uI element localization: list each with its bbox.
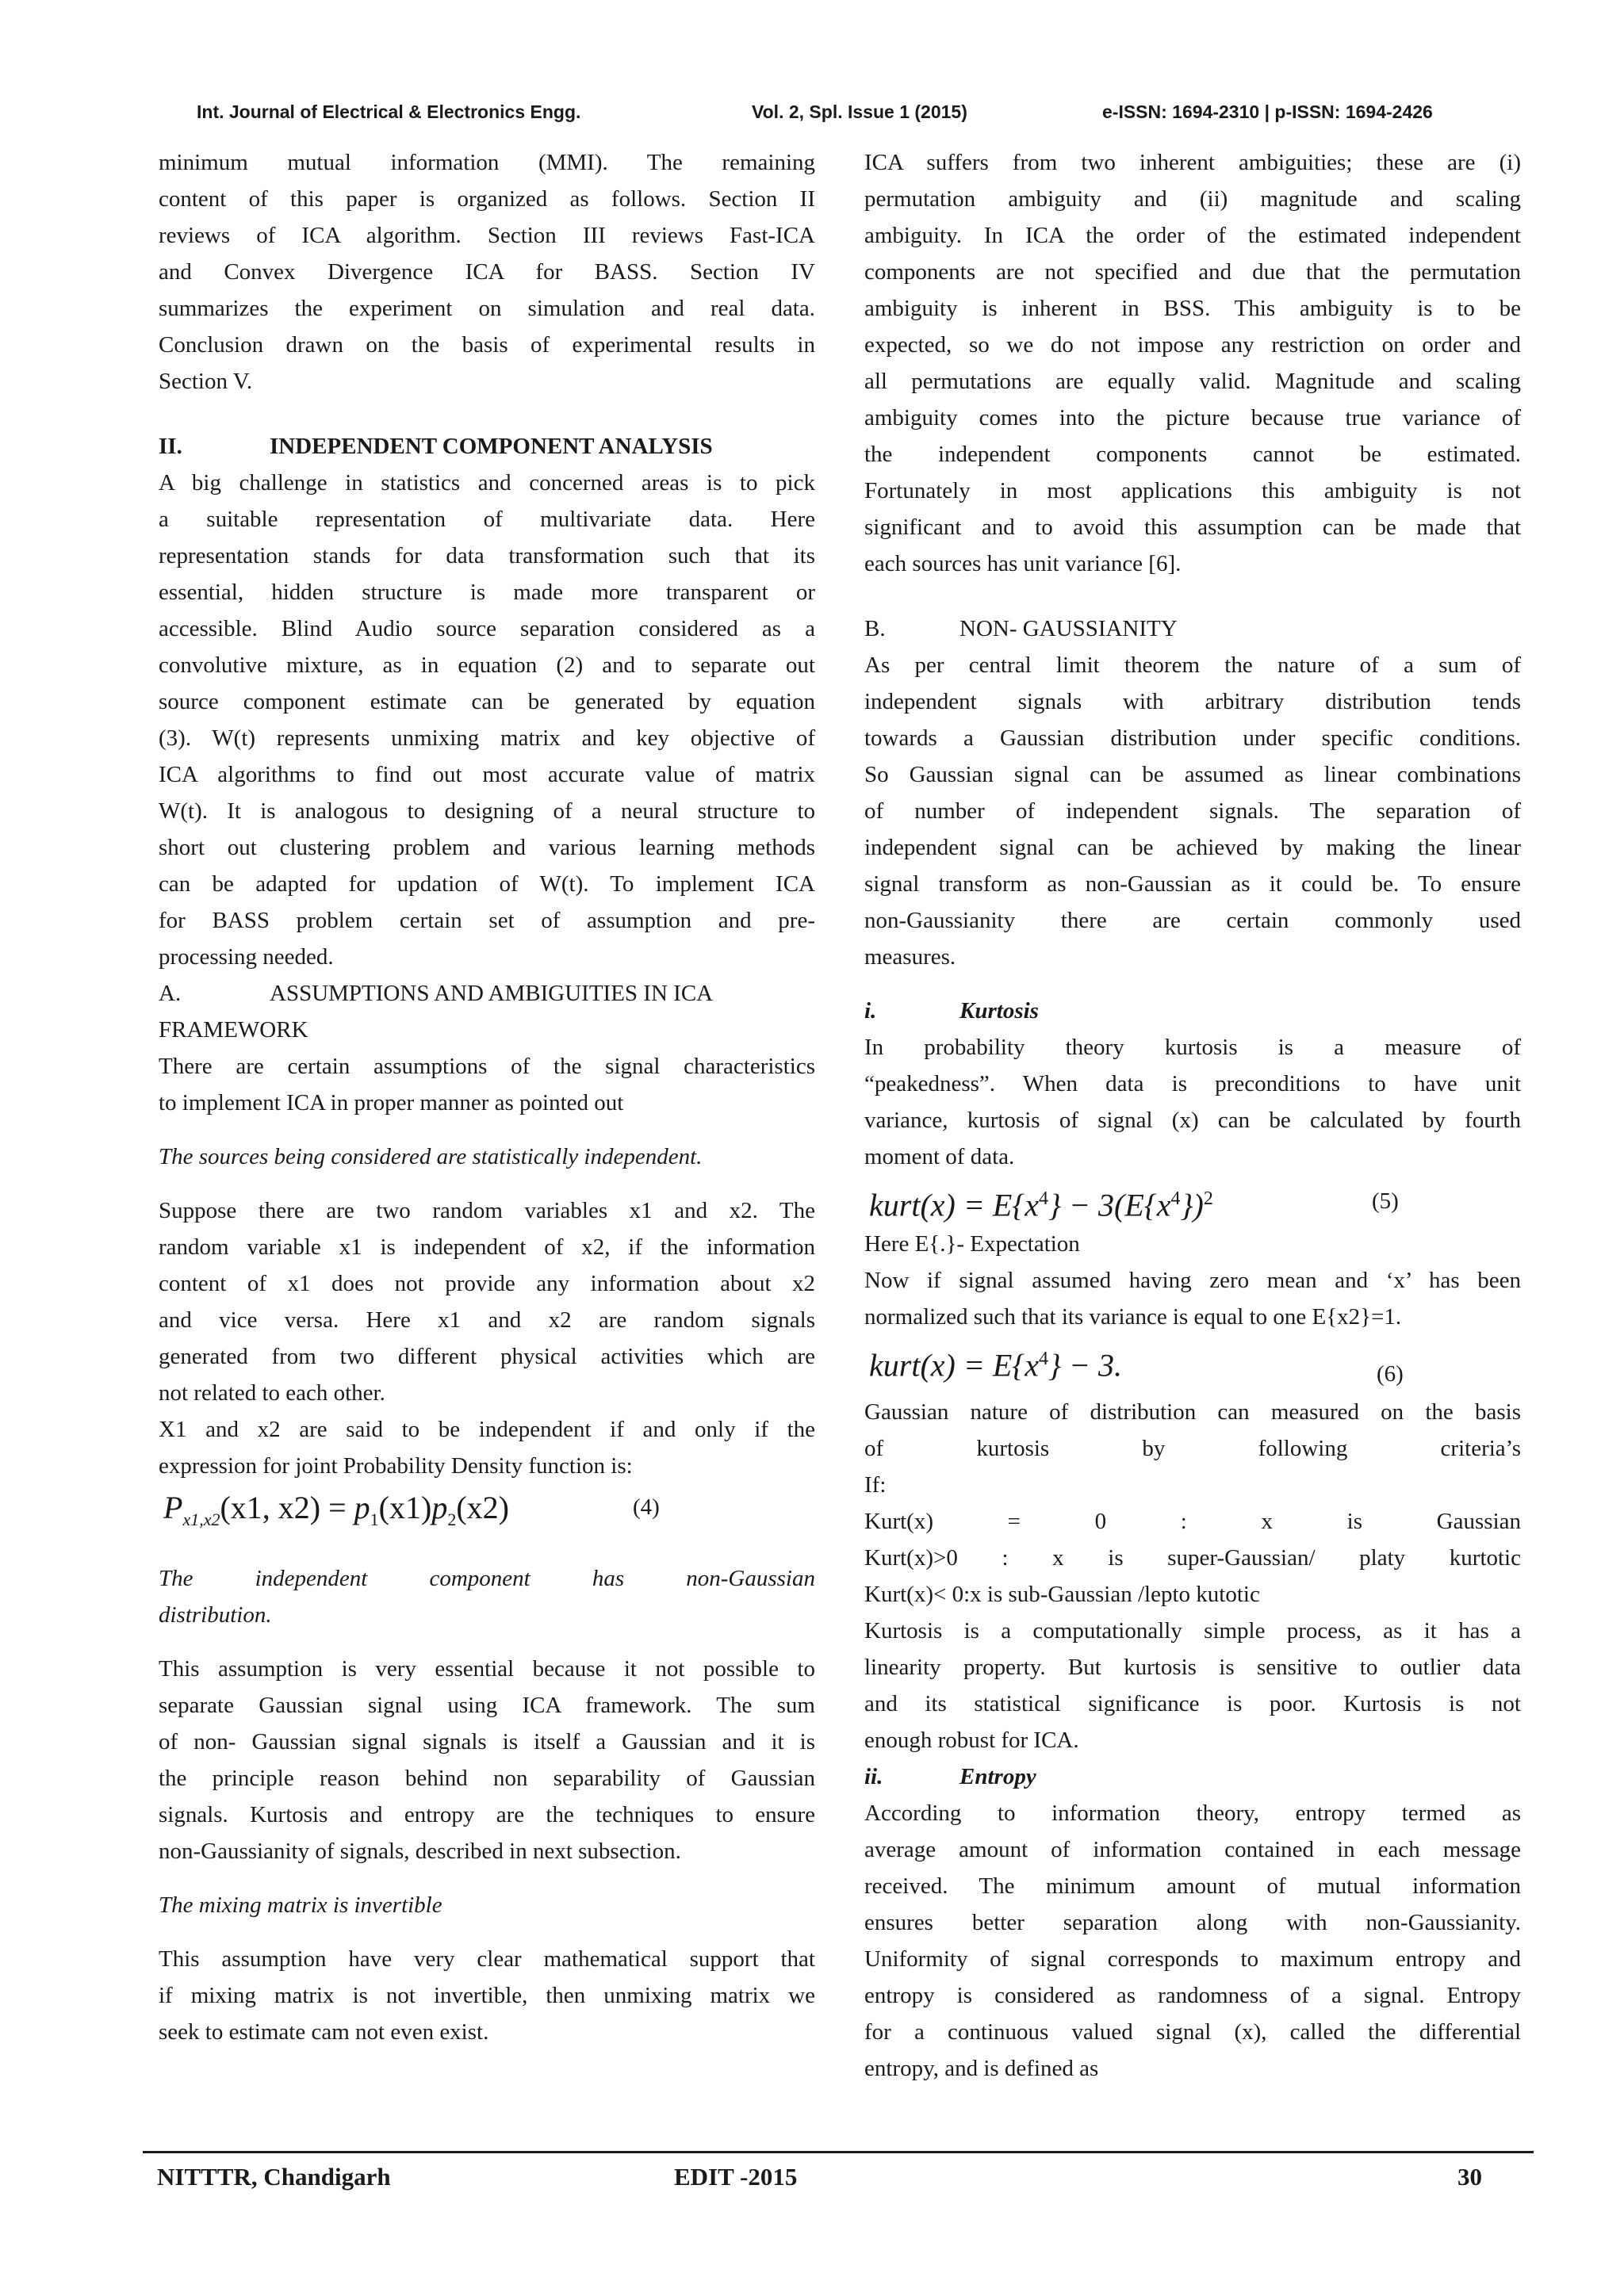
text-line: Section V.	[159, 369, 253, 394]
text-line: to implement ICA in proper manner as pointed out	[159, 1090, 624, 1115]
text-line: The independent component has non-Gaussian	[159, 1566, 815, 1591]
independence-paragraph	[159, 1192, 815, 1411]
text-line: expression for joint Probability Density function is:	[159, 1453, 633, 1479]
text-line: of number of independent signals. The separation of	[864, 798, 1521, 824]
equation-5	[864, 1175, 1521, 1226]
text-line: entropy, and is defined as	[864, 2056, 1099, 2081]
text-line: the independent components cannot be estimated.	[864, 442, 1521, 467]
text-line: moment of data.	[864, 1144, 1015, 1169]
text-line: and Convex Divergence ICA for BASS. Section IV	[159, 259, 815, 285]
text-line: not related to each other.	[159, 1380, 385, 1406]
kurtosis-note-paragraph	[864, 1613, 1521, 1758]
equation-6-expression: kurt(x) = $E\{x^4\} - 3$.	[869, 1347, 1123, 1383]
text-line: X1 and x2 are said to be independent if and only if the	[159, 1417, 815, 1442]
text-line: representation stands for data transformation such that its	[159, 543, 815, 568]
equation-5-expression: kurt(x) = $E\{x^4\} - 3(E\{x^4\})^2$	[869, 1187, 1213, 1223]
text-line: If:	[864, 1472, 887, 1498]
text-line: entropy is considered as randomness of a signal. Entropy	[864, 1983, 1521, 2008]
text-line: components are not specified and due that the permutation	[864, 259, 1521, 285]
text-line: normalized such that its variance is equal to one E{x2}=1.	[864, 1304, 1402, 1330]
kurtosis-heading	[864, 993, 1521, 1029]
ambiguity-paragraph	[864, 144, 1521, 582]
text-line: accessible. Blind Audio source separation considered as a	[159, 616, 815, 641]
journal-volume: Vol. 2, Spl. Issue 1 (2015)	[752, 101, 967, 122]
kurtosis-criteria	[864, 1394, 1521, 1613]
text-line: reviews of ICA algorithm. Section III reviews Fast-ICA	[159, 223, 815, 248]
journal-issn: e-ISSN: 1694-2310 | p-ISSN: 1694-2426	[1102, 101, 1433, 122]
section-2-number: II.	[159, 434, 182, 459]
text-line: Now if signal assumed having zero mean and ‘x’ has been	[864, 1268, 1521, 1293]
text-line: signals. Kurtosis and entropy are the techniques to ensure	[159, 1802, 815, 1827]
text-line: There are certain assumptions of the signal characteristics	[159, 1054, 815, 1079]
text-line: Fortunately in most applications this ambiguity is not	[864, 478, 1521, 503]
text-line: a suitable representation of multivariate data. Here	[159, 507, 815, 532]
section-2-heading	[159, 428, 815, 465]
non-gaussianity-paragraph	[864, 647, 1521, 975]
running-header	[0, 101, 1624, 133]
text-line: Kurt(x)>0 : x is super-Gaussian/ platy kurtotic	[864, 1545, 1521, 1571]
text-line: measures.	[864, 944, 956, 970]
text-line: essential, hidden structure is made more transparent or	[159, 580, 815, 605]
subsection-a-number: A.	[159, 981, 182, 1006]
text-line: independent signals with arbitrary distribution tends	[864, 689, 1521, 714]
text-line: A big challenge in statistics and concerned areas is to pick	[159, 470, 815, 496]
text-line: signal transform as non-Gaussian as it could be. To ensure	[864, 871, 1521, 897]
equation-4-expression: $P_{x1,x2}(x1$, $x2) = p_1(x1)p_2(x2)$	[163, 1490, 509, 1529]
equation-5-number: (5)	[1372, 1188, 1399, 1214]
text-line: So Gaussian signal can be assumed as linear combinations	[864, 762, 1521, 787]
text-line: source component estimate can be generated by equation	[159, 689, 815, 714]
footer-institution: NITTTR, Chandigarh	[157, 2163, 391, 2191]
text-line: non-Gaussianity of signals, described in next subsection.	[159, 1839, 681, 1864]
text-line: and its statistical significance is poor. Kurtosis is not	[864, 1691, 1521, 1716]
subsection-a-title-cont: FRAMEWORK	[159, 1017, 308, 1043]
section-2-paragraph	[159, 465, 815, 975]
kurtosis-number: i.	[864, 998, 877, 1024]
equation-4-number: (4)	[633, 1494, 660, 1520]
page-footer	[0, 2163, 1624, 2198]
text-line: Kurt(x) = 0 : x is Gaussian	[864, 1509, 1521, 1534]
text-line: processing needed.	[159, 944, 334, 970]
text-line: ambiguity comes into the picture because true variance of	[864, 405, 1521, 430]
text-line: if mixing matrix is not invertible, then unmixing matrix we	[159, 1983, 815, 2008]
text-line: As per central limit theorem the nature of a sum of	[864, 652, 1521, 678]
footer-event: EDIT -2015	[674, 2163, 798, 2191]
subsection-a-title: ASSUMPTIONS AND AMBIGUITIES IN ICA	[270, 981, 714, 1006]
subsection-b-number: B.	[864, 616, 886, 641]
text-line: Gaussian nature of distribution can measured on the basis	[864, 1399, 1521, 1425]
text-line: (3). W(t) represents unmixing matrix and key objective of	[159, 725, 815, 751]
text-line: distribution.	[159, 1602, 272, 1628]
text-line: enough robust for ICA.	[864, 1728, 1079, 1753]
text-line: generated from two different physical activities which are	[159, 1344, 815, 1369]
text-line: can be adapted for updation of W(t). To implement ICA	[159, 871, 815, 897]
text-line: ICA algorithms to find out most accurate value of matrix	[159, 762, 815, 787]
left-column	[159, 144, 815, 2050]
assumption-independent: The sources being considered are statistically independent.	[159, 1144, 703, 1169]
equation-6-number: (6)	[1377, 1361, 1404, 1387]
zero-mean-paragraph	[864, 1262, 1521, 1335]
text-line: seek to estimate cam not even exist.	[159, 2019, 489, 2045]
text-line: of non- Gaussian signal signals is itself a Gaussian and it is	[159, 1729, 815, 1755]
text-line: of kurtosis by following criteria’s	[864, 1436, 1521, 1461]
journal-name: Int. Journal of Electrical & Electronics Engg.	[197, 101, 581, 122]
text-line: convolutive mixture, as in equation (2) and to separate out	[159, 652, 815, 678]
text-line: towards a Gaussian distribution under specific conditions.	[864, 725, 1521, 751]
text-line: Uniformity of signal corresponds to maximum entropy and	[864, 1946, 1521, 1972]
text-line: average amount of information contained in each message	[864, 1837, 1521, 1862]
text-line: Suppose there are two random variables x1 and x2. The	[159, 1198, 815, 1223]
text-line: independent signal can be achieved by making the linear	[864, 835, 1521, 860]
text-line: non-Gaussianity there are certain commonly used	[864, 908, 1521, 933]
equation-6	[864, 1335, 1521, 1394]
text-line: minimum mutual information (MMI). The remaining	[159, 150, 815, 175]
text-line: linearity property. But kurtosis is sensitive to outlier data	[864, 1655, 1521, 1680]
text-line: for BASS problem certain set of assumption and pre-	[159, 908, 815, 933]
kurtosis-paragraph	[864, 1029, 1521, 1175]
expectation-note: Here E{.}- Expectation	[864, 1231, 1080, 1257]
text-line: expected, so we do not impose any restriction on order and	[864, 332, 1521, 358]
text-line: content of x1 does not provide any information about x2	[159, 1271, 815, 1296]
text-line: summarizes the experiment on simulation and real data.	[159, 296, 815, 321]
text-line: and vice versa. Here x1 and x2 are random signals	[159, 1307, 815, 1333]
text-line: each sources has unit variance [6].	[864, 551, 1182, 576]
text-line: This assumption have very clear mathematical support that	[159, 1946, 815, 1972]
text-line: permutation ambiguity and (ii) magnitude and scaling	[864, 186, 1521, 212]
right-column	[864, 144, 1521, 2087]
text-line: received. The minimum amount of mutual information	[864, 1873, 1521, 1899]
entropy-number: ii.	[864, 1764, 883, 1789]
text-line: W(t). It is analogous to designing of a neural structure to	[159, 798, 815, 824]
kurtosis-title: Kurtosis	[959, 998, 1039, 1024]
text-line: for a continuous valued signal (x), called the differential	[864, 2019, 1521, 2045]
section-2-title: INDEPENDENT COMPONENT ANALYSIS	[270, 434, 713, 459]
text-line: Conclusion drawn on the basis of experimental results in	[159, 332, 815, 358]
text-line: ambiguity. In ICA the order of the estimated independent	[864, 223, 1521, 248]
text-line: ICA suffers from two inherent ambiguities; these are (i)	[864, 150, 1521, 175]
text-line: variance, kurtosis of signal (x) can be calculated by fourth	[864, 1108, 1521, 1133]
text-line: the principle reason behind non separability of Gaussian	[159, 1766, 815, 1791]
non-gaussian-paragraph	[159, 1651, 815, 1869]
subsection-b-title: NON- GAUSSIANITY	[959, 616, 1178, 641]
text-line: short out clustering problem and various learning methods	[159, 835, 815, 860]
assumption-invertible: The mixing matrix is invertible	[159, 1892, 442, 1918]
invertible-paragraph	[159, 1941, 815, 2050]
text-line: “peakedness”. When data is preconditions to have unit	[864, 1071, 1521, 1096]
assumption-non-gaussian	[159, 1560, 815, 1633]
equation-4	[159, 1484, 815, 1543]
text-line: According to information theory, entropy termed as	[864, 1800, 1521, 1826]
text-line: In probability theory kurtosis is a measure of	[864, 1035, 1521, 1060]
text-line: significant and to avoid this assumption can be made that	[864, 515, 1521, 540]
text-line: Kurt(x)< 0:x is sub-Gaussian /lepto kutotic	[864, 1582, 1260, 1607]
text-line: all permutations are equally valid. Magnitude and scaling	[864, 369, 1521, 394]
footer-rule	[143, 2151, 1534, 2153]
text-line: random variable x1 is independent of x2, if the information	[159, 1234, 815, 1260]
text-line: separate Gaussian signal using ICA framework. The sum	[159, 1693, 815, 1718]
entropy-title: Entropy	[959, 1764, 1036, 1789]
assumptions-intro	[159, 1048, 815, 1121]
subsection-a-heading	[159, 975, 815, 1012]
subsection-b-heading	[864, 610, 1521, 647]
joint-pdf-paragraph	[159, 1411, 815, 1484]
text-line: This assumption is very essential because it not possible to	[159, 1656, 815, 1682]
text-line: Kurtosis is a computationally simple process, as it has a	[864, 1618, 1521, 1644]
entropy-paragraph	[864, 1795, 1521, 2087]
entropy-heading	[864, 1758, 1521, 1795]
intro-paragraph	[159, 144, 815, 400]
page-number: 30	[1457, 2163, 1482, 2191]
text-line: ambiguity is inherent in BSS. This ambiguity is to be	[864, 296, 1521, 321]
text-line: ensures better separation along with non-Gaussianity.	[864, 1910, 1521, 1935]
text-line: content of this paper is organized as follows. Section II	[159, 186, 815, 212]
